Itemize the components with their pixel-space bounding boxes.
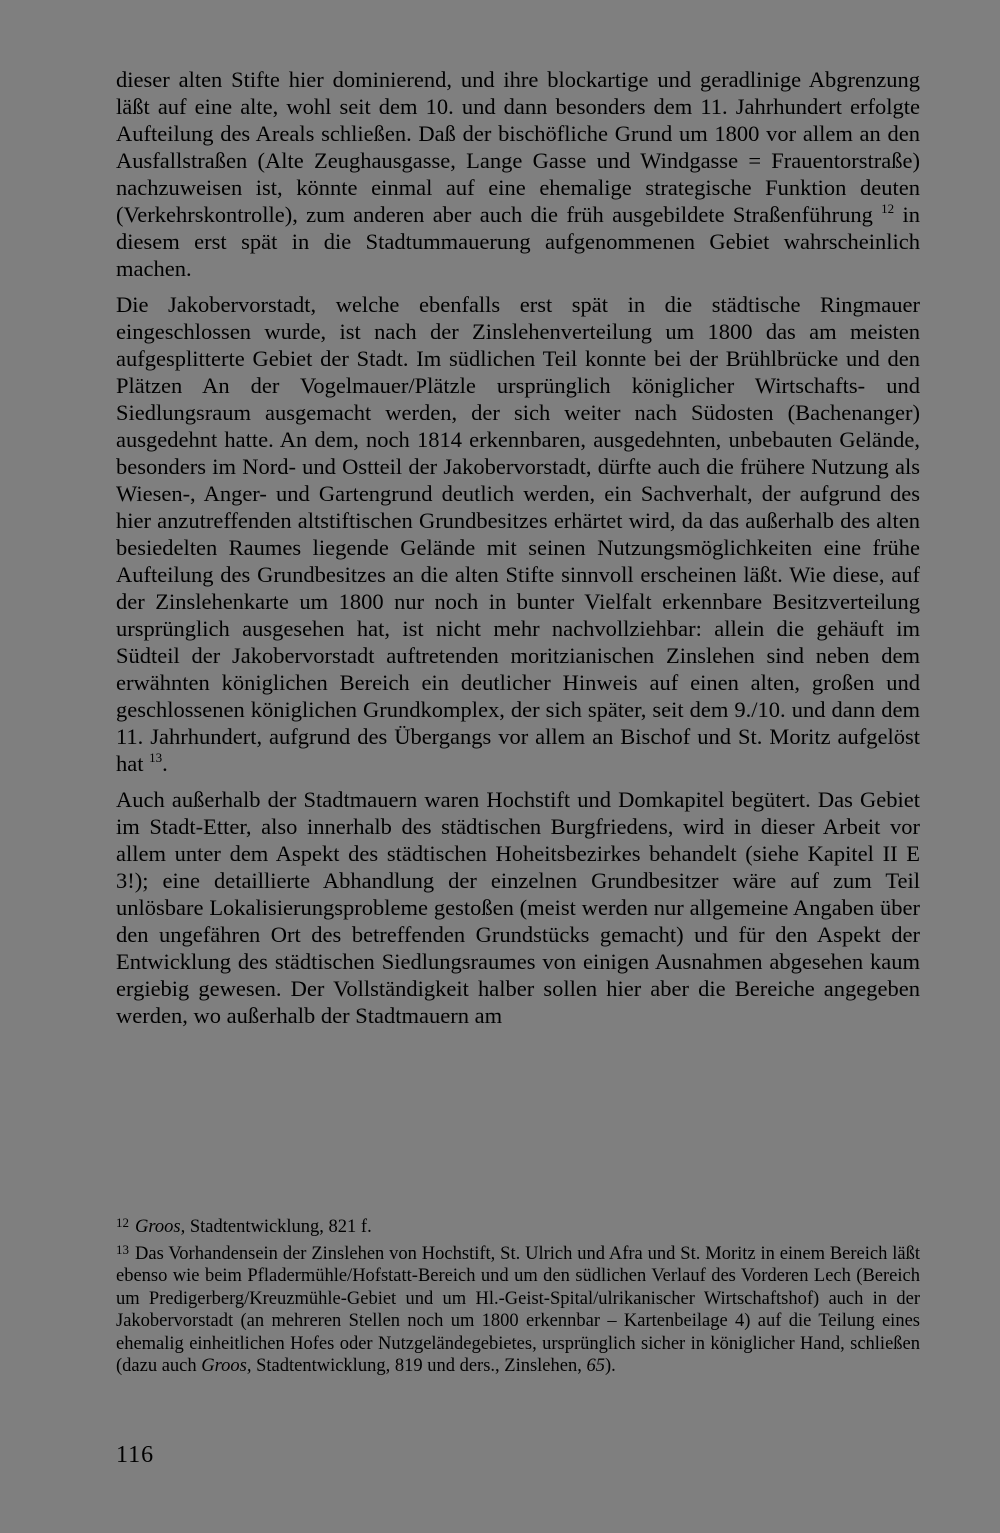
footnote-text: Das Vorhandensein der Zinslehen von Hochstift, St. Ulrich und Afra und St. Moritz in einem Bereich läßt ebenso wie beim Pfladermühle/Hofstatt-Bereich und um den südlichen Verlauf des Vorderen Lech (Bereich um Predigerberg/Kreuzmühle-Gebiet und um Hl.-Geist-Spital/ulrikanischer Wirtschaftshof) auch in der Jakobervorstadt (an mehreren Stellen noch um 1800 erkennbar – Kartenbeilage 4) auf die Teilung eines ehemalig einheitlichen Hofes oder Nutzgeländegebietes, ursprünglich sicher in königlicher Hand, schließen (dazu auch: [116, 1243, 920, 1376]
footnote-12: [116, 1212, 920, 1239]
footnote-mark: 13: [116, 1241, 129, 1257]
paragraph-text: Auch außerhalb der Stadtmauern waren Hochstift und Domkapitel begütert. Das Gebiet im Stadt-Etter, also innerhalb des städtischen Burgfriedens, wird in dieser Arbeit vor allem unter dem Aspekt des städtischen Hoheitsbezirkes behandelt (siehe Kapitel II E 3!); eine detaillierte Abhandlung der einzelnen Grundbesitzer wäre auf zum Teil unlösbare Lokalisierungsprobleme gestoßen (meist werden nur allgemeine Angaben über den ungefähren Ort des betreffenden Grundstücks gemacht) und für den Aspekt der Entwicklung des städtischen Siedlungsraumes von einigen Ausnahmen abgesehen kaum ergiebig gewesen. Der Vollständigkeit halber sollen hier aber die Bereiche angegeben werden, wo außerhalb der Stadtmauern am: [116, 787, 920, 1028]
author-name: Groos,: [201, 1356, 252, 1376]
page-number: 116: [116, 1442, 155, 1468]
paragraph-2: [116, 291, 920, 777]
footnote-reference-12: 12: [881, 201, 895, 216]
footnotes: [116, 1212, 920, 1378]
footnote-reference-13: 13: [149, 750, 163, 765]
paragraph-3: [116, 786, 920, 1029]
footnote-text: ).: [604, 1356, 616, 1376]
footnote-text: Stadtentwicklung, 819 und ders., Zinslehen,: [251, 1356, 587, 1376]
paragraph-text: dieser alten Stifte hier dominierend, und ihre blockartige und geradlinige Abgrenzung läßt auf eine alte, wohl seit dem 10. und dann besonders dem 11. Jahrhundert erfolgte Aufteilung des Areals schließen. Daß der bischöfliche Grund um 1800 vor allem an den Ausfallstraßen (Alte Zeughausgasse, Lange Gasse und Windgasse = Frauentorstraße) nachzuweisen ist, könnte einmal auf eine ehemalige strategische Funktion deuten (Verkehrskontrolle), zum anderen aber auch die früh ausgebildete Straßenführung: [116, 67, 920, 227]
author-name: Groos,: [135, 1217, 186, 1237]
paragraph-text: .: [162, 751, 168, 776]
footnote-13: [116, 1239, 920, 1378]
paragraph-1: [116, 66, 920, 282]
paragraph-text: Die Jakobervorstadt, welche ebenfalls erst spät in die städtische Ringmauer eingeschlossen wurde, ist nach der Zinslehenverteilung um 1800 das am meisten aufgesplitterte Gebiet der Stadt. Im südlichen Teil konnte bei der Brühlbrücke und den Plätzen An der Vogelmauer/Plätzle ursprünglich königlicher Wirtschafts- und Siedlungsraum ausgemacht werden, der sich weiter nach Südosten (Bachenanger) ausgedehnt hatte. An dem, noch 1814 erkennbaren, ausgedehnten, unbebauten Gelände, besonders im Nord- und Ostteil der Jakobervorstadt, dürfte auch die frühere Nutzung als Wiesen-, Anger- und Gartengrund deutlich werden, ein Sachverhalt, der aufgrund des hier anzutreffenden altstiftischen Grundbesitzes erhärtet wird, da das außerhalb des alten besiedelten Raumes liegende Gelände mit seinen Nutzungsmöglichkeiten eine frühe Aufteilung des Grundbesitzes an die alten Stifte sinnvoll erscheinen läßt. Wie diese, auf der Zinslehenkarte um 1800 nur noch in bunter Vielfalt erkennbare Besitzverteilung ursprünglich ausgesehen hat, ist nicht mehr nachvollziehbar: allein die gehäuft im Südteil der Jakobervorstadt auftretenden moritzianischen Zinslehen sind neben dem erwähnten königlichen Bereich ein deutlicher Hinweis auf einen alten, großen und geschlossenen königlichen Grundkomplex, der sich später, seit dem 9./10. und dann dem 11. Jahrhundert, aufgrund des Übergangs vor allem an Bischof und St. Moritz aufgelöst hat: [116, 292, 920, 776]
footnote-text: Stadtentwicklung, 821 f.: [185, 1217, 372, 1237]
body-text: [116, 66, 920, 1029]
paragraph-text: in diesem erst spät in die Stadtummauerung aufgenommenen Gebiet wahrscheinlich machen.: [116, 202, 920, 281]
page-reference: 65: [586, 1356, 605, 1376]
footnote-mark: 12: [116, 1215, 129, 1230]
